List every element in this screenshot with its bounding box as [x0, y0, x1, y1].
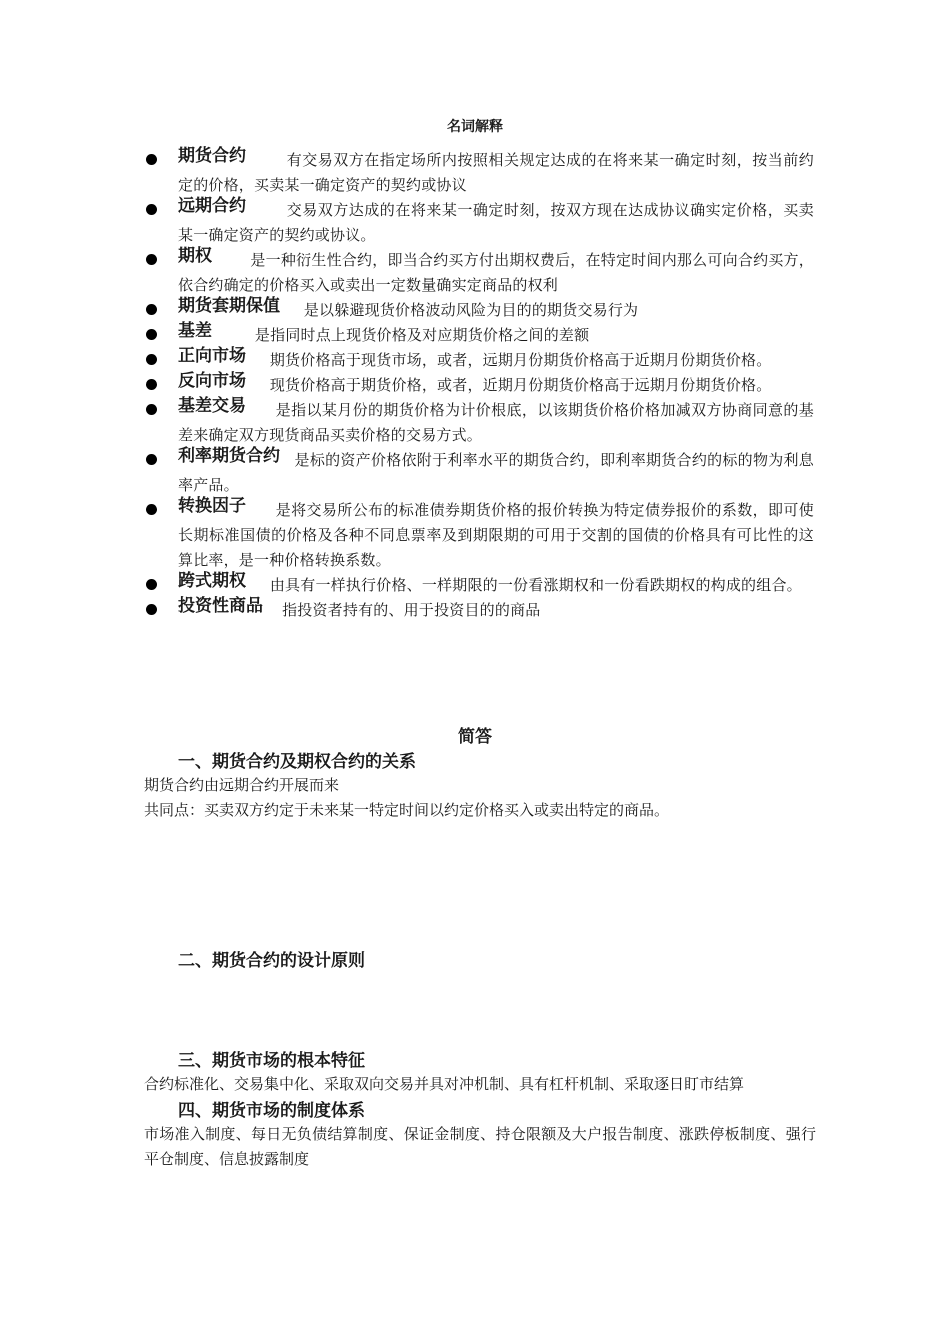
question-heading-1: 一、期货合约及期权合约的关系: [178, 752, 416, 772]
section-title-answers: 简答: [458, 727, 492, 747]
term-gap: [246, 151, 287, 169]
term-definition: 是指以某月份的期货价格为计价根底，以该期货价格价格加减双方协商同意的基差来确定双方现货商品买卖价格的交易方式。: [178, 401, 814, 444]
glossary-item: [0, 148, 814, 198]
term-definition: 是以躲避现货价格波动风险为目的的期货交易行为: [303, 301, 639, 319]
term-name: 基差交易: [178, 396, 246, 416]
answer-text: 期货合约由远期合约开展而来: [144, 776, 340, 794]
answer-text: 共同点：买卖双方约定于未来某一特定时间以约定价格买入或卖出特定的商品。: [144, 801, 670, 819]
bullet-icon: [146, 379, 157, 390]
term-gap: [212, 251, 250, 269]
glossary-item: [0, 198, 814, 248]
term-name: 正向市场: [178, 346, 246, 366]
term-gap: [246, 201, 287, 219]
bullet-icon: [146, 404, 157, 415]
bullet-icon: [146, 454, 157, 465]
bullet-icon: [146, 304, 157, 315]
term-gap: [212, 326, 255, 344]
term-name: 利率期货合约: [178, 446, 280, 466]
glossary-list: [0, 148, 950, 623]
term-gap: [280, 451, 295, 469]
bullet-icon: [146, 329, 157, 340]
term-name: 远期合约: [178, 196, 246, 216]
glossary-item: [0, 498, 814, 573]
term-definition: 是一种衍生性合约，即当合约买方付出期权费后，在特定时间内那么可向合约买方，依合约确定的价格买入或卖出一定数量确实定商品的权利: [178, 251, 814, 294]
term-definition: 有交易双方在指定场所内按照相关规定达成的在将来某一确定时刻，按当前约定的价格，买卖某一确定资产的契约或协议: [178, 151, 814, 194]
question-heading-2: 二、期货合约的设计原则: [178, 951, 365, 971]
bullet-icon: [146, 254, 157, 265]
term-name: 反向市场: [178, 371, 246, 391]
question-heading-3: 三、期货市场的根本特征: [178, 1051, 365, 1071]
term-definition: 期货价格高于现货市场，或者，远期月份期货价格高于近期月份期货价格。: [269, 351, 772, 369]
term-definition: 是标的资产价格依附于利率水平的期货合约，即利率期货合约的标的物为利息率产品。: [178, 451, 814, 494]
glossary-item: [0, 373, 814, 398]
glossary-item: [0, 348, 814, 373]
term-gap: [246, 576, 270, 594]
glossary-item: [0, 248, 814, 298]
term-gap: [246, 376, 270, 394]
answer-text: 市场准入制度、每日无负债结算制度、保证金制度、持仓限额及大户报告制度、涨跌停板制度、强行平仓制度、信息披露制度: [144, 1125, 816, 1168]
term-name: 基差: [178, 321, 212, 341]
term-gap: [280, 301, 304, 319]
term-name: 期货合约: [178, 146, 246, 166]
glossary-item: [0, 298, 814, 323]
bullet-icon: [146, 154, 157, 165]
bullet-icon: [146, 604, 157, 615]
term-name: 投资性商品: [178, 596, 263, 616]
term-definition: 指投资者持有的、用于投资目的的商品: [282, 601, 541, 619]
term-definition: 是将交易所公布的标准债券期货价格的报价转换为特定债券报价的系数，即可使长期标准国债的价格及各种不同息票率及到期限期的可用于交割的国债的价格具有可比性的这算比率，是一种价格转换系数。: [178, 501, 814, 569]
term-definition: 是指同时点上现货价格及对应期货价格之间的差额: [254, 326, 590, 344]
bullet-icon: [146, 504, 157, 515]
term-name: 转换因子: [178, 496, 246, 516]
term-gap: [246, 501, 276, 519]
bullet-icon: [146, 204, 157, 215]
glossary-item: [0, 323, 814, 348]
bullet-icon: [146, 579, 157, 590]
term-definition: 现货价格高于期货价格，或者，近期月份期货价格高于远期月份期货价格。: [269, 376, 772, 394]
term-gap: [263, 601, 282, 619]
bullet-icon: [146, 354, 157, 365]
glossary-item: [0, 448, 814, 498]
term-definition: 由具有一样执行价格、一样期限的一份看涨期权和一份看跌期权的构成的组合。: [269, 576, 802, 594]
term-name: 跨式期权: [178, 571, 246, 591]
term-gap: [246, 401, 276, 419]
term-definition: 交易双方达成的在将来某一确定时刻，按双方现在达成协议确实定价格，买卖某一确定资产的契约或协议。: [178, 201, 814, 244]
question-heading-4: 四、期货市场的制度体系: [178, 1101, 365, 1121]
term-gap: [246, 351, 270, 369]
term-name: 期货套期保值: [178, 296, 280, 316]
section-title-glossary: 名词解释: [447, 119, 503, 135]
glossary-item: [0, 398, 814, 448]
answer-text: 合约标准化、交易集中化、采取双向交易并具对冲机制、具有杠杆机制、采取逐日盯市结算: [144, 1075, 745, 1093]
term-name: 期权: [178, 246, 212, 266]
glossary-item: [0, 573, 814, 598]
glossary-item: [0, 598, 814, 623]
